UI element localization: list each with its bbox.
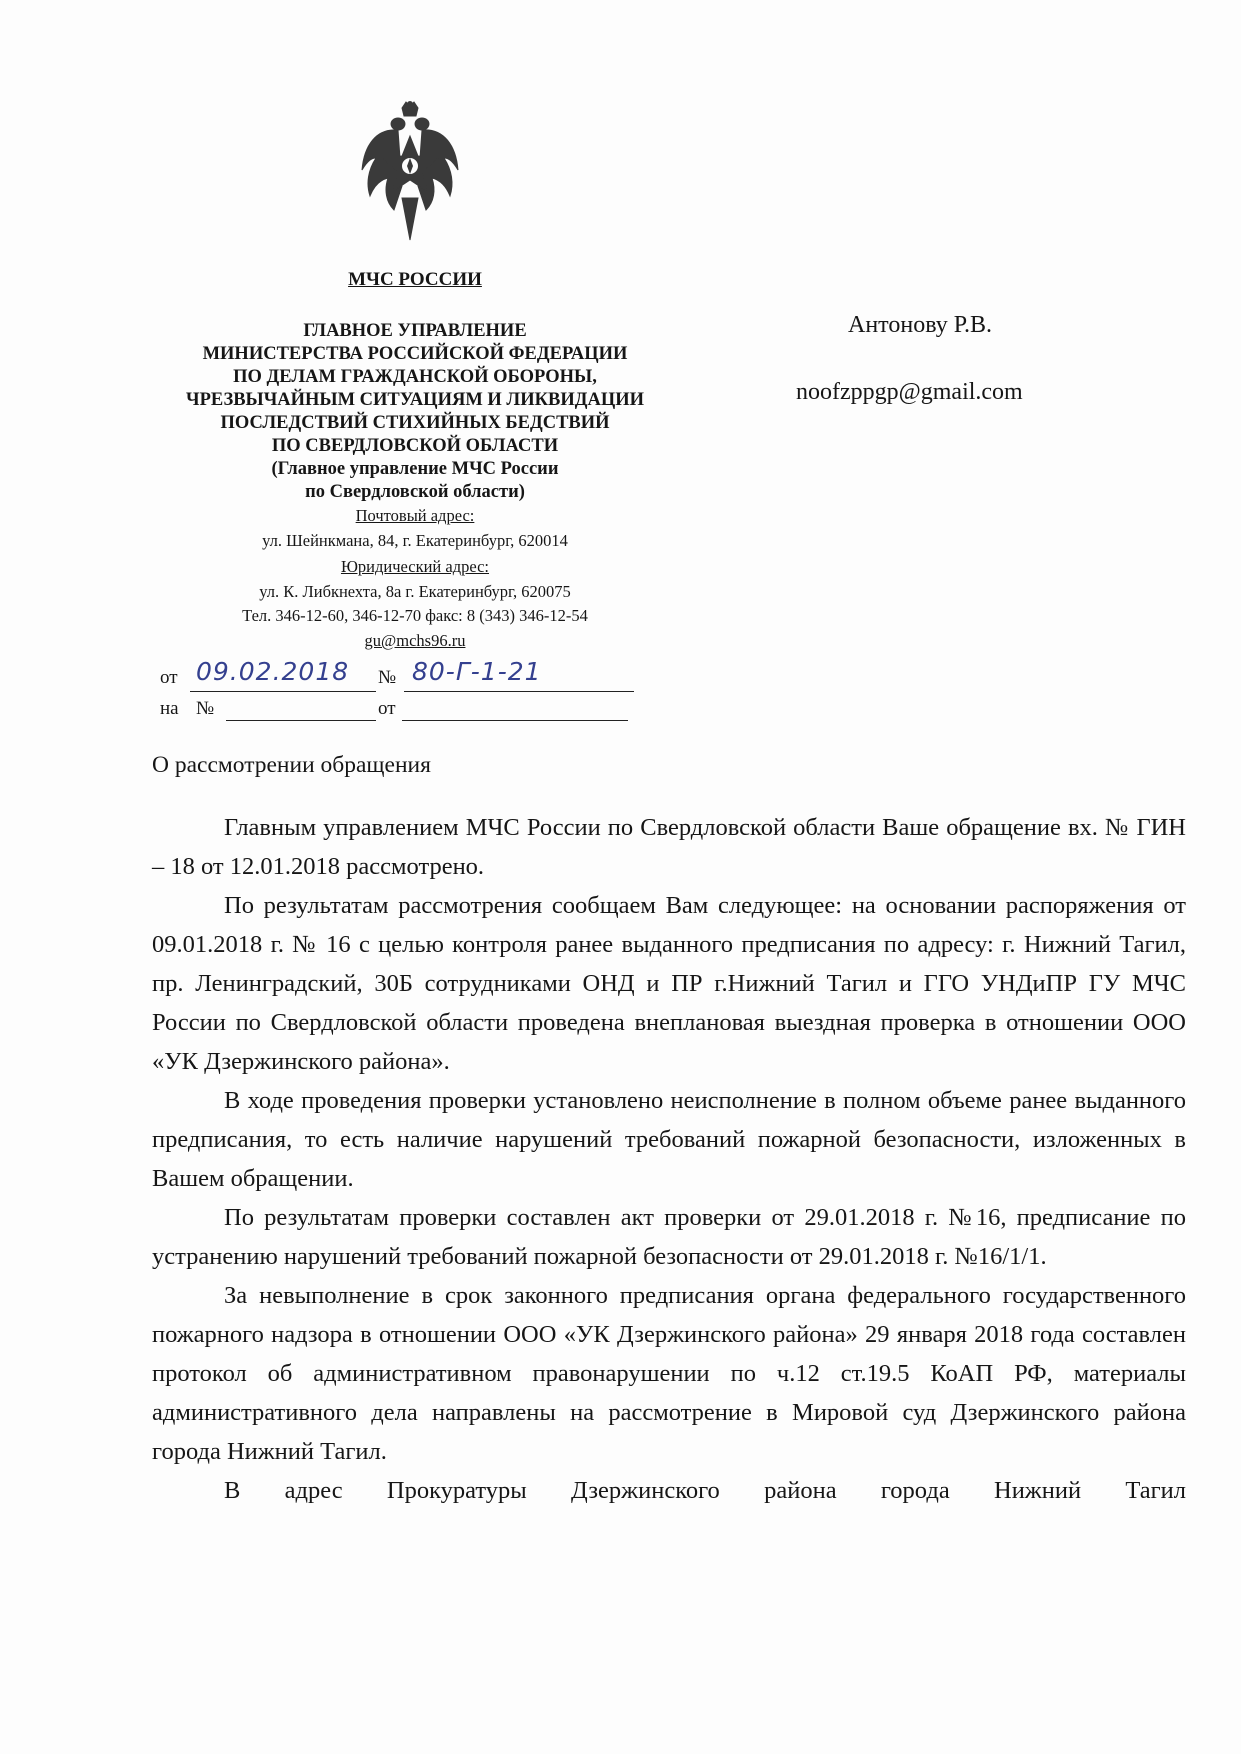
reply-number-label: № [196,698,215,719]
outgoing-date-underline [190,691,376,692]
postal-address-label: Почтовый адрес: [355,506,475,525]
outgoing-date-handwritten: 09.02.2018 [196,657,350,686]
outgoing-number-underline [404,691,634,692]
org-name-line: (Главное управление МЧС России [271,459,559,479]
legal-address-label: Юридический адрес: [340,557,490,576]
org-name-line: МИНИСТЕРСТВА РОССИЙСКОЙ ФЕДЕРАЦИИ [202,344,628,364]
org-name-line: ПО СВЕРДЛОВСКОЙ ОБЛАСТИ [271,436,559,456]
addressee-email: noofzppgp@gmail.com [796,379,1023,405]
body-paragraph: По результатам проверки составлен акт проверки от 29.01.2018 г. №16, предписание по устранению нарушений требований пожарной безопасности от 29.01.2018 г. №16/1/1. [152,1204,1186,1270]
reply-number-underline [226,720,376,721]
org-name-line: ЧРЕЗВЫЧАЙНЫМ СИТУАЦИЯМ И ЛИКВИДАЦИИ [186,390,644,410]
phones-fax: Тел. 346-12-60, 346-12-70 факс: 8 (343) 346-12-54 [242,606,588,625]
reply-label: на [160,698,179,719]
org-name-line: по Свердловской области) [305,482,525,502]
addressee-name: Антонову Р.В. [848,312,993,338]
postal-address: ул. Шейнкмана, 84, г. Екатеринбург, 620014 [262,531,568,550]
organization-short-name: МЧС РОССИИ [348,269,482,290]
org-name-line: ПОСЛЕДСТВИЙ СТИХИЙНЫХ БЕДСТВИЙ [220,413,610,433]
outgoing-number-handwritten: 80-Г-1-21 [412,657,542,686]
reply-date-label: от [378,698,396,719]
organization-email: gu@mchs96.ru [364,631,466,650]
outgoing-date-label: от [160,667,178,688]
reply-date-underline [402,720,628,721]
emchs-emblem-icon [358,100,462,244]
organization-full-name [130,320,700,504]
outgoing-number-label: № [378,667,397,688]
body-paragraph: В ходе проведения проверки установлено неисполнение в полном объеме ранее выданного предписания, то есть наличие нарушений требований пожарной безопасности, изложенных в Вашем обращении. [152,1087,1186,1192]
body-paragraph: За невыполнение в срок законного предписания органа федерального государственного пожарного надзора в отношении ООО «УК Дзержинского района» 29 января 2018 года составлен протокол об административном правонарушении по ч.12 ст.19.5 КоАП РФ, материалы административного дела направлены на рассмотрение в Мировой суд Дзержинского района города Нижний Тагил. [152,1282,1186,1465]
letter-body [152,808,1186,1510]
org-name-line: ПО ДЕЛАМ ГРАЖДАНСКОЙ ОБОРОНЫ, [233,367,597,387]
legal-address: ул. К. Либкнехта, 8а г. Екатеринбург, 620075 [259,582,571,601]
org-name-line: ГЛАВНОЕ УПРАВЛЕНИЕ [303,321,527,341]
body-paragraph: Главным управлением МЧС России по Свердловской области Ваше обращение вх. № ГИН – 18 от 12.01.2018 рассмотрено. [152,814,1186,880]
letter-subject: О рассмотрении обращения [152,752,431,778]
body-paragraph: В адрес Прокуратуры Дзержинского района города Нижний Тагил [224,1477,1186,1504]
body-paragraph: По результатам рассмотрения сообщаем Вам следующее: на основании распоряжения от 09.01.2018 г. № 16 с целью контроля ранее выданного предписания по адресу: г. Нижний Тагил, пр. Ленинградский, 30Б сотрудниками ОНД и ПР г.Нижний Тагил и ГГО УНДиПР ГУ МЧС России по Свердловской области проведена внеплановая выездная проверка в отношении ООО «УК Дзержинского района». [152,892,1186,1075]
